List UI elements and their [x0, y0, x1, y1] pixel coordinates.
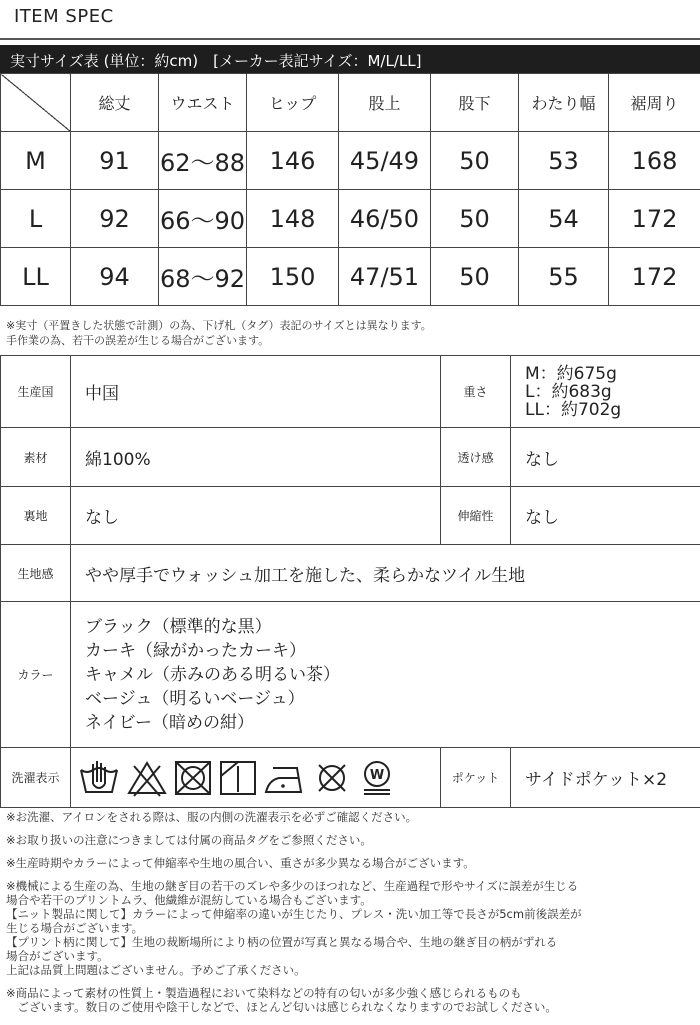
column-header: ヒップ — [247, 74, 339, 132]
size-cell: 50 — [431, 132, 519, 190]
no-dry-clean-icon — [312, 758, 352, 798]
size-cell: 172 — [609, 248, 700, 306]
weight-ll: LL：約702g — [525, 399, 622, 420]
column-header: 股下 — [431, 74, 519, 132]
iron-low-icon — [263, 758, 307, 798]
size-cell: 54 — [519, 190, 609, 248]
spec-value: なし — [511, 428, 700, 487]
size-cell: 168 — [609, 132, 700, 190]
note: ※生産時期やカラーによって伸縮率や生地の風合い、重さが多少異なる場合がございます。 — [6, 856, 475, 870]
spec-label: 裏地 — [1, 487, 71, 545]
spec-label: 生産国 — [1, 356, 71, 428]
spec-label: 重さ — [441, 356, 511, 428]
size-label: LL — [1, 248, 71, 306]
size-cell: 148 — [247, 190, 339, 248]
spec-label: 洗濯表示 — [1, 748, 71, 808]
note: ※お洗濯、アイロンをされる際は、服の内側の洗濯表示を必ずご確認ください。 — [6, 810, 418, 824]
weight-l: L：約683g — [525, 381, 612, 402]
size-table-corner — [1, 74, 71, 132]
size-row-l — [1, 190, 700, 248]
spec-value: なし — [71, 487, 441, 545]
size-cell: 47/51 — [339, 248, 431, 306]
spec-table — [0, 355, 700, 808]
color-item: ベージュ（明るいベージュ） — [85, 688, 305, 709]
color-item: キャメル（赤みのある明るい茶） — [85, 664, 340, 685]
line-dry-icon — [218, 758, 258, 798]
svg-text:W: W — [369, 767, 385, 783]
wet-clean-icon — [357, 758, 397, 798]
size-cell: 68〜92 — [159, 248, 247, 306]
spec-value: なし — [511, 487, 700, 545]
spec-label: 透け感 — [441, 428, 511, 487]
color-item: ネイビー（暗めの紺） — [85, 712, 254, 733]
size-cell: 66〜90 — [159, 190, 247, 248]
note: ※商品によって素材の性質上・製造過程において染料などの特有の匂いが多少強く感じられるものも — [6, 986, 522, 1000]
size-cell: 46/50 — [339, 190, 431, 248]
note: ※お取り扱いの注意につきましては付属の商品タグをご参照ください。 — [6, 833, 372, 847]
size-label: M — [1, 132, 71, 190]
column-header: 総丈 — [71, 74, 159, 132]
note: 上記は品質上問題はございません。予めご了承ください。 — [6, 963, 306, 977]
spec-row-care — [1, 748, 700, 808]
spec-label: 生地感 — [1, 545, 71, 602]
note: 【プリント柄に関して】生地の裁断場所により柄の位置が写真と異なる場合や、生地の継ぎ目の柄がずれる — [6, 935, 558, 949]
color-item: ブラック（標準的な黒） — [85, 616, 272, 637]
note: 生じる場合がございます。 — [6, 921, 144, 935]
size-cell: 55 — [519, 248, 609, 306]
size-cell: 50 — [431, 248, 519, 306]
size-note — [6, 318, 432, 348]
spec-label: カラー — [1, 602, 71, 748]
size-cell: 150 — [247, 248, 339, 306]
spec-row-texture — [1, 545, 700, 602]
spec-row-material — [1, 428, 700, 487]
care-icons — [71, 748, 441, 808]
size-cell: 45/49 — [339, 132, 431, 190]
note: 場合や若干のプリントムラ、他繊維が混紡している場合もございます。 — [6, 893, 372, 907]
spec-value: サイドポケット×2 — [511, 748, 700, 808]
color-list — [71, 602, 700, 748]
spec-row-color — [1, 602, 700, 748]
column-header: 股上 — [339, 74, 431, 132]
weight-values — [511, 356, 700, 428]
size-note-line: 手作業の為、若干の誤差が生じる場合がございます。 — [6, 334, 270, 347]
hand-wash-icon — [77, 758, 121, 798]
note: 場合がございます。 — [6, 949, 109, 963]
color-item: カーキ（緑がかったカーキ） — [85, 640, 306, 661]
size-note-line: ※実寸（平置きした状態で計測）の為、下げ札（タグ）表記のサイズとは異なります。 — [6, 319, 432, 332]
size-row-ll — [1, 248, 700, 306]
spec-value: 綿100% — [71, 428, 441, 487]
weight-m: M：約675g — [525, 363, 617, 384]
spec-value: やや厚手でウォッシュ加工を施した、柔らかなツイル生地 — [71, 545, 700, 602]
size-cell: 92 — [71, 190, 159, 248]
spec-label: 伸縮性 — [441, 487, 511, 545]
no-bleach-icon — [126, 758, 168, 798]
spec-row-origin — [1, 356, 700, 428]
size-cell: 94 — [71, 248, 159, 306]
size-table — [0, 73, 700, 306]
size-table-caption: 実寸サイズ表 (単位：約cm) [メーカー表記サイズ：M/L/LL] — [0, 45, 700, 73]
size-cell: 50 — [431, 190, 519, 248]
column-header: わたり幅 — [519, 74, 609, 132]
size-label: L — [1, 190, 71, 248]
size-cell: 53 — [519, 132, 609, 190]
spec-label: ポケット — [441, 748, 511, 808]
size-cell: 172 — [609, 190, 700, 248]
size-cell: 146 — [247, 132, 339, 190]
size-table-header-row — [1, 74, 700, 132]
column-header: ウエスト — [159, 74, 247, 132]
no-tumble-dry-icon — [173, 758, 213, 798]
page-title: ITEM SPEC — [14, 6, 114, 27]
size-row-m — [1, 132, 700, 190]
column-header: 裾周り — [609, 74, 700, 132]
spec-row-lining — [1, 487, 700, 545]
size-cell: 62〜88 — [159, 132, 247, 190]
note: ございます。数日のご使用や陰干しなどで、ほとんど匂いは感じられなくなりますのでお試しください。 — [6, 1000, 557, 1014]
item-spec-header — [0, 0, 700, 40]
spec-value: 中国 — [71, 356, 441, 428]
note: ※機械による生産の為、生地の継ぎ目の若干のズレや多少のほつれなど、生産過程で形やサイズに誤差が生じる — [6, 879, 579, 893]
note: 【ニット製品に関して】カラーによって伸縮率の違いが生じたり、プレス・洗い加工等で長さが5cm前後誤差が — [6, 907, 582, 921]
size-cell: 91 — [71, 132, 159, 190]
spec-label: 素材 — [1, 428, 71, 487]
notes-section — [6, 810, 696, 1014]
